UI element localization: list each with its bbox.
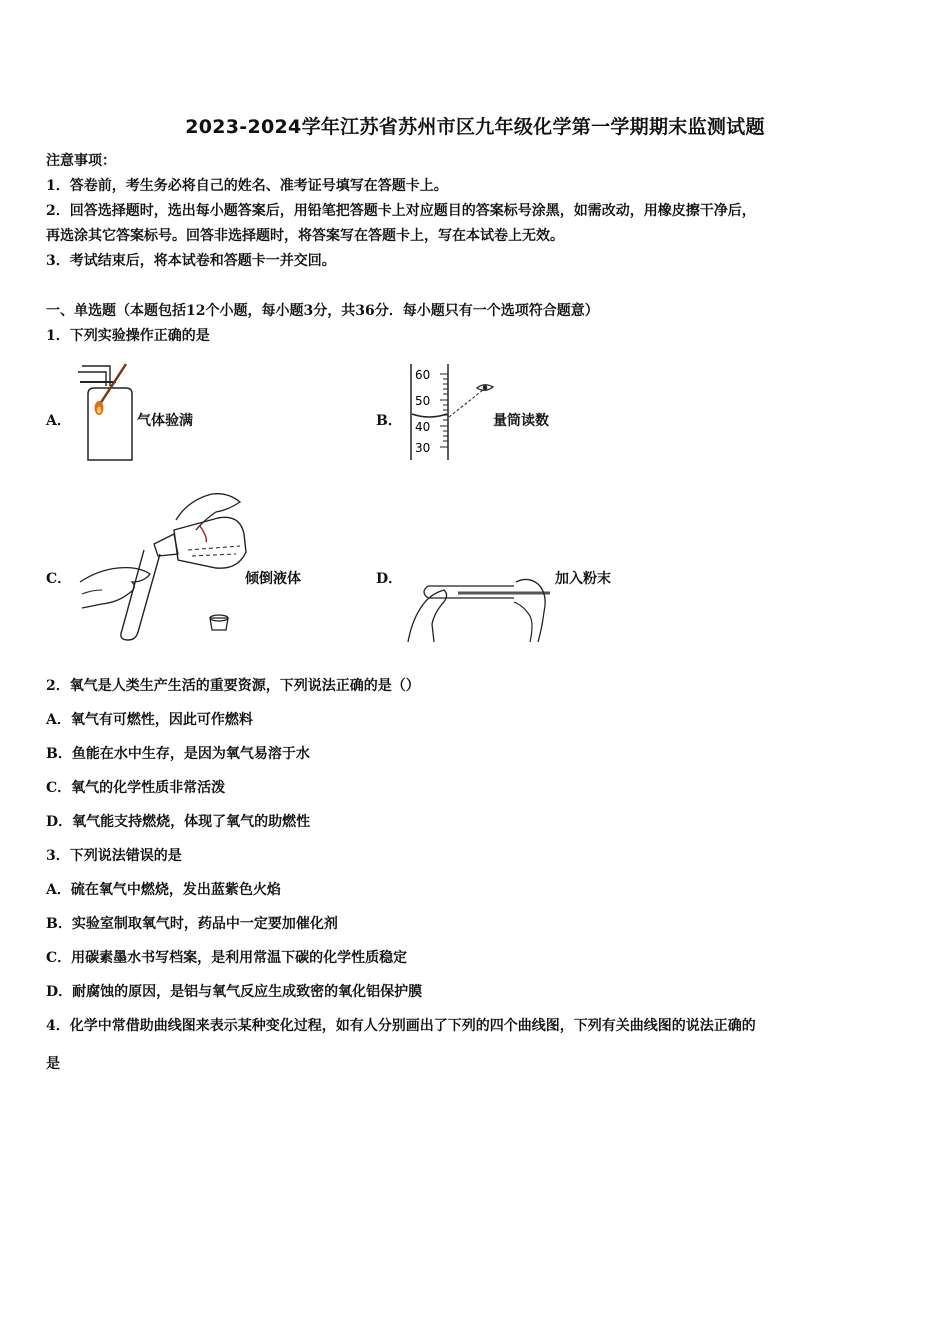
option-c-letter: C． <box>46 571 72 587</box>
question-3-option: A．硫在氧气中燃烧，发出蓝紫色火焰 <box>46 882 281 898</box>
question-2-option: D．氧气能支持燃烧，体现了氧气的助燃性 <box>46 814 311 830</box>
option-c-caption: 倾倒液体 <box>245 571 301 587</box>
notice-heading: 注意事项： <box>46 153 116 169</box>
cylinder-tick-label: 50 <box>415 394 431 408</box>
option-a-caption: 气体验满 <box>137 413 193 429</box>
notice-item: 再选涂其它答案标号。回答非选择题时，将答案写在答题卡上，写在本试卷上无效。 <box>46 228 564 244</box>
question-4-stem: 4．化学中常借助曲线图来表示某种变化过程，如有人分别画出了下列的四个曲线图，下列有关曲线图的说法正确的 <box>46 1018 756 1034</box>
gas-bottle-figure <box>76 360 146 464</box>
question-3-option: C．用碳素墨水书写档案，是利用常温下碳的化学性质稳定 <box>46 950 408 966</box>
option-b-caption: 量筒读数 <box>493 413 549 429</box>
cylinder-figure <box>405 362 500 462</box>
question-2-option: C．氧气的化学性质非常活泼 <box>46 780 226 796</box>
question-1-stem: 1．下列实验操作正确的是 <box>46 328 210 344</box>
question-2-option: A．氧气有可燃性，因此可作燃料 <box>46 712 253 728</box>
option-a-letter: A． <box>46 413 71 429</box>
cylinder-tick-label: 30 <box>415 441 431 455</box>
question-3-option: D．耐腐蚀的原因，是铝与氧气反应生成致密的氧化铝保护膜 <box>46 984 423 1000</box>
powder-figure <box>404 562 554 644</box>
notice-item: 1．答卷前，考生务必将自己的姓名、准考证号填写在答题卡上。 <box>46 178 448 194</box>
pouring-figure <box>78 490 248 640</box>
question-3-stem: 3．下列说法错误的是 <box>46 848 182 864</box>
question-4-stem-continued: 是 <box>46 1056 60 1072</box>
option-d-letter: D． <box>376 571 403 587</box>
cylinder-tick-label: 60 <box>415 368 431 382</box>
cylinder-tick-label: 40 <box>415 420 431 434</box>
notice-item: 2．回答选择题时，选出每小题答案后，用铅笔把答题卡上对应题目的答案标号涂黑，如需改动，用橡皮擦干净后， <box>46 203 756 219</box>
question-2-stem: 2．氧气是人类生产生活的重要资源，下列说法正确的是（） <box>46 678 420 694</box>
question-2-option: B．鱼能在水中生存，是因为氧气易溶于水 <box>46 746 310 762</box>
option-d-caption: 加入粉末 <box>555 571 611 587</box>
option-b-letter: B． <box>376 413 402 429</box>
question-3-option: B．实验室制取氧气时，药品中一定要加催化剂 <box>46 916 338 932</box>
section-heading: 一、单选题（本题包括12个小题，每小题3分，共36分．每小题只有一个选项符合题意） <box>46 303 599 319</box>
exam-title: 2023-2024学年江苏省苏州市区九年级化学第一学期期末监测试题 <box>185 116 765 138</box>
notice-item: 3．考试结束后，将本试卷和答题卡一并交回。 <box>46 253 336 269</box>
